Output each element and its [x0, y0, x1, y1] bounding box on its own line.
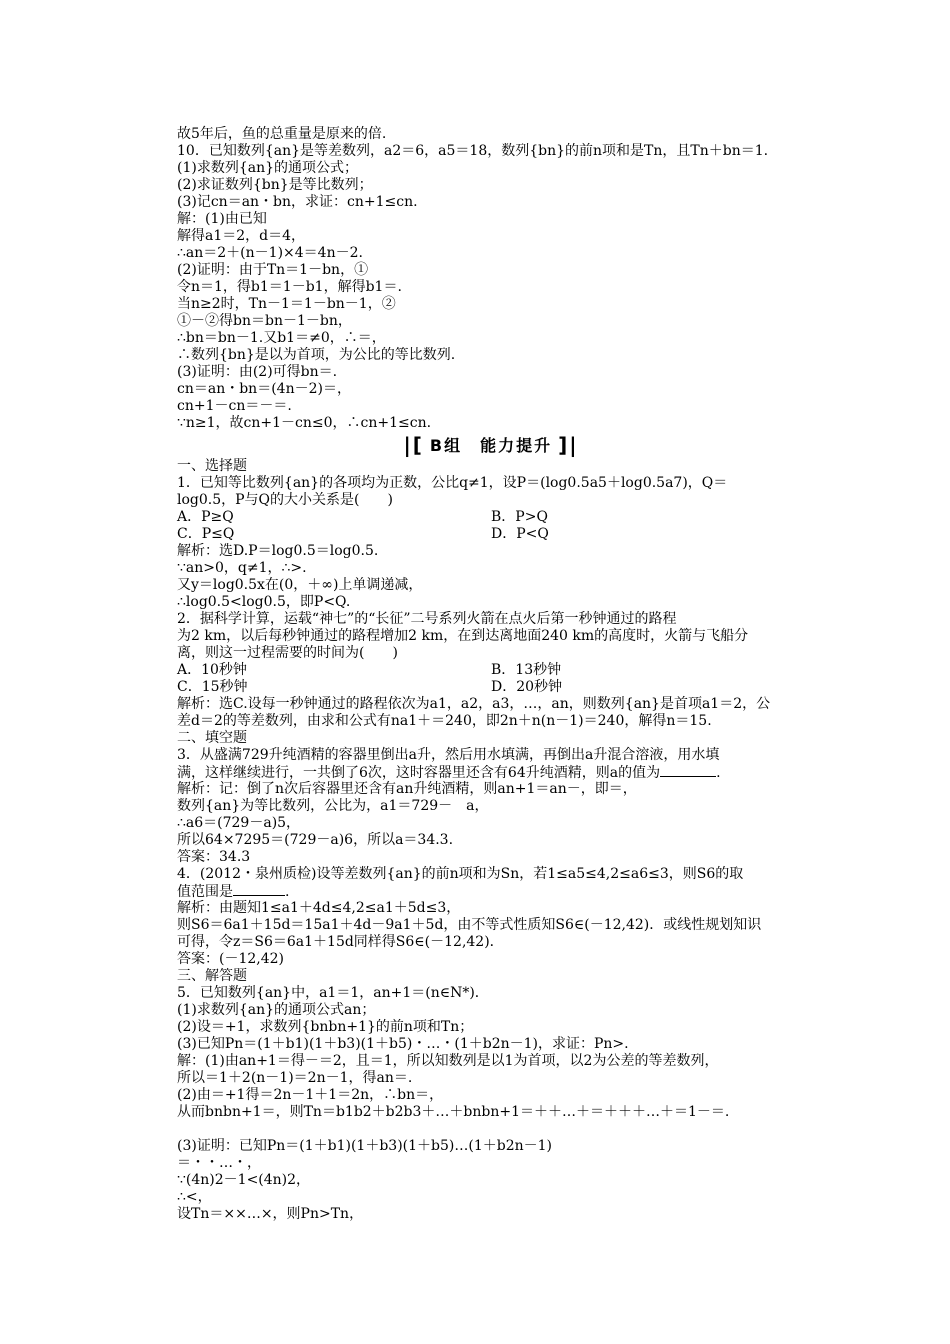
section-heading-choice: 一、选择题 — [177, 458, 247, 474]
problem-10-line: (2)求证数列{bn}是等比数列； — [177, 177, 373, 193]
banner-right-bracket: ]| — [558, 432, 579, 457]
problem-10-line: 令n＝1，得b1＝1－b1，解得b1＝. — [177, 279, 402, 295]
q2-option-a: A．10秒钟 — [177, 662, 247, 678]
document-page — [177, 126, 805, 1223]
q4-solution-line: 可得，令z＝S6＝6a1＋15d同样得S6∈(－12,42)． — [177, 934, 504, 950]
q4-line-2-text: 值范围是 — [177, 884, 233, 900]
banner-left-bracket: |[ — [403, 432, 424, 457]
q2-line: 2．据科学计算，运载“神七”的“长征”二号系列火箭在点火后第一秒钟通过的路程 — [177, 611, 677, 627]
q2-line: 离，则这一过程需要的时间为( ) — [177, 645, 398, 661]
q4-solution-line: 解析：由题知1≤a1＋4d≤4,2≤a1＋5d≤3， — [177, 900, 461, 916]
q1-solution-line: ∵an>0，q≠1，∴>. — [177, 560, 307, 576]
q1-solution-line: ∴log0.5<log0.5，即P<Q. — [177, 594, 351, 610]
q5-proof-line: ∴<， — [177, 1189, 212, 1205]
q3-line-2-text: 满，这样继续进行，一共倒了6次，这时容器里还含有64升纯酒精，则a的值为 — [177, 765, 661, 781]
q1-solution-line: 解析：选D.P＝log0.5＝log0.5. — [177, 543, 379, 559]
problem-10-line: (2)证明：由于Tn＝1－bn，① — [177, 262, 369, 278]
q5-solution-line: 解：(1)由an+1＝得－＝2，且＝1，所以知数列是以1为首项，以2为公差的等差数列， — [177, 1053, 719, 1069]
problem-10-line: ∴bn＝bn－1.又b1＝≠0，∴＝， — [177, 330, 386, 346]
q2-options-row-2 — [177, 679, 805, 696]
problem-10-line: (3)记cn＝an・bn，求证：cn+1≤cn. — [177, 194, 418, 210]
q5-solution-line: (2)由＝+1得＝2n－1＋1＝2n，∴bn＝， — [177, 1087, 444, 1103]
q3-answer-line: 答案：34.3 — [177, 849, 251, 865]
problem-10-line: ①－②得bn＝bn－1－bn， — [177, 313, 352, 329]
q1-options-row-2 — [177, 526, 805, 543]
q5-line: (3)已知Pn＝(1＋b1)(1＋b3)(1＋b5)・…・(1＋b2n－1)，求证：Pn>. — [177, 1036, 629, 1052]
q2-line: 为2 km，以后每秒钟通过的路程增加2 km，在到达离地面240 km的高度时，火箭与飞船分 — [177, 628, 749, 644]
q2-option-d: D．20秒钟 — [491, 679, 563, 695]
q4-answer-blank — [233, 883, 285, 896]
q5-proof-line: ＝・・…・， — [177, 1155, 261, 1171]
q5-solution-line: 从而bnbn+1＝，则Tn＝b1b2＋b2b3＋…＋bnbn+1＝＋＋…＋＝＋＋＋…＋＝1－＝. — [177, 1104, 730, 1120]
blank-gap — [177, 1121, 805, 1138]
q1-option-c: C．P≤Q — [177, 526, 235, 542]
q3-solution-line: 所以64×7295＝(729－a)6，所以a＝34.3. — [177, 832, 454, 848]
q2-options-row-1 — [177, 662, 805, 679]
q1-option-a: A．P≥Q — [177, 509, 234, 525]
q4-solution-line: 则S6＝6a1＋15d＝15a1＋4d－9a1＋5d，由不等式性质知S6∈(－12,42)．或线性规划知识 — [177, 917, 762, 933]
q2-solution-line: 差d＝2的等差数列，由求和公式有na1＋＝240，即2n＋n(n－1)＝240，解得n＝15. — [177, 713, 712, 729]
previous-answer-line: 故5年后，鱼的总重量是原来的倍. — [177, 126, 387, 142]
q3-answer-blank — [660, 764, 716, 777]
problem-10-line: 解得a1＝2，d＝4， — [177, 228, 306, 244]
q3-solution-line: 数列{an}为等比数列，公比为，a1＝729－ a， — [177, 798, 489, 814]
q1-options-row-1 — [177, 509, 805, 526]
q5-proof-line: (3)证明：已知Pn＝(1＋b1)(1＋b3)(1＋b5)…(1＋b2n－1) — [177, 1138, 552, 1154]
problem-10-line: 当n≥2时，Tn－1＝1－bn－1，② — [177, 296, 396, 312]
q2-solution-line: 解析：选C.设每一秒钟通过的路程依次为a1，a2，a3，…，an，则数列{an}是首项a1＝2，公 — [177, 696, 771, 712]
problem-10-line: ∴an＝2＋(n－1)×4＝4n－2. — [177, 245, 363, 261]
q3-line-1: 3．从盛满729升纯酒精的容器里倒出a升，然后用水填满，再倒出a升混合溶液，用水填 — [177, 747, 720, 763]
problem-10-line: (3)证明：由(2)可得bn＝. — [177, 364, 338, 380]
q4-line-1: 4．(2012・泉州质检)设等差数列{an}的前n项和为Sn，若1≤a5≤4,2≤a6≤3，则S6的取 — [177, 866, 744, 882]
problem-10-line: ∴数列{bn}是以为首项，为公比的等比数列. — [177, 347, 456, 363]
banner-box — [403, 432, 579, 457]
q4-line-2 — [177, 883, 805, 900]
q1-solution-line: 又y＝log0.5x在(0，＋∞)上单调递减， — [177, 577, 423, 593]
q2-option-b: B．13秒钟 — [491, 662, 562, 678]
section-heading-solve: 三、解答题 — [177, 968, 247, 984]
section-banner — [177, 433, 805, 457]
q3-line-2-end: . — [716, 765, 721, 781]
section-heading-fill: 二、填空题 — [177, 730, 247, 746]
q3-solution-line: 解析：记：倒了n次后容器里还含有an升纯酒精，则an+1＝an－，即＝， — [177, 781, 637, 797]
problem-10-line: 10．已知数列{an}是等差数列，a2＝6，a5＝18，数列{bn}的前n项和是Tn，且Tn＋bn＝1. — [177, 143, 769, 159]
q1-option-d: D．P<Q — [491, 526, 549, 542]
q5-line: (2)设＝+1，求数列{bnbn+1}的前n项和Tn； — [177, 1019, 474, 1035]
problem-10-line: cn＝an・bn＝(4n－2)＝， — [177, 381, 351, 397]
problem-10-line: (1)求数列{an}的通项公式； — [177, 160, 359, 176]
q4-answer-line: 答案：(－12,42) — [177, 951, 285, 967]
problem-10-line: ∵n≥1，故cn+1－cn≤0，∴cn+1≤cn. — [177, 415, 432, 431]
q5-line: 5．已知数列{an}中，a1＝1，an+1＝(n∈N*)． — [177, 985, 489, 1001]
problem-10-block — [177, 126, 805, 432]
problem-10-line: cn+1－cn＝－＝. — [177, 398, 292, 414]
q1-line-2: log0.5，P与Q的大小关系是( ) — [177, 492, 393, 508]
q1-option-b: B．P>Q — [491, 509, 548, 525]
q2-option-c: C．15秒钟 — [177, 679, 248, 695]
q5-solution-line: 所以＝1＋2(n－1)＝2n－1，得an＝. — [177, 1070, 413, 1086]
q1-line-1: 1．已知等比数列{an}的各项均为正数，公比q≠1，设P＝(log0.5a5＋log0.5a7)，Q＝ — [177, 475, 728, 491]
q3-line-2 — [177, 764, 805, 781]
q4-line-2-end: . — [285, 884, 290, 900]
banner-label: B组 能力提升 — [429, 435, 553, 455]
q5-line: (1)求数列{an}的通项公式an； — [177, 1002, 376, 1018]
q5-proof-line: ∵(4n)2－1<(4n)2， — [177, 1172, 311, 1188]
problem-10-line: 解：(1)由已知 — [177, 211, 267, 227]
q3-solution-line: ∴a6＝(729－a)5， — [177, 815, 301, 831]
q5-proof-line: 设Tn＝××…×，则Pn>Tn， — [177, 1206, 364, 1222]
